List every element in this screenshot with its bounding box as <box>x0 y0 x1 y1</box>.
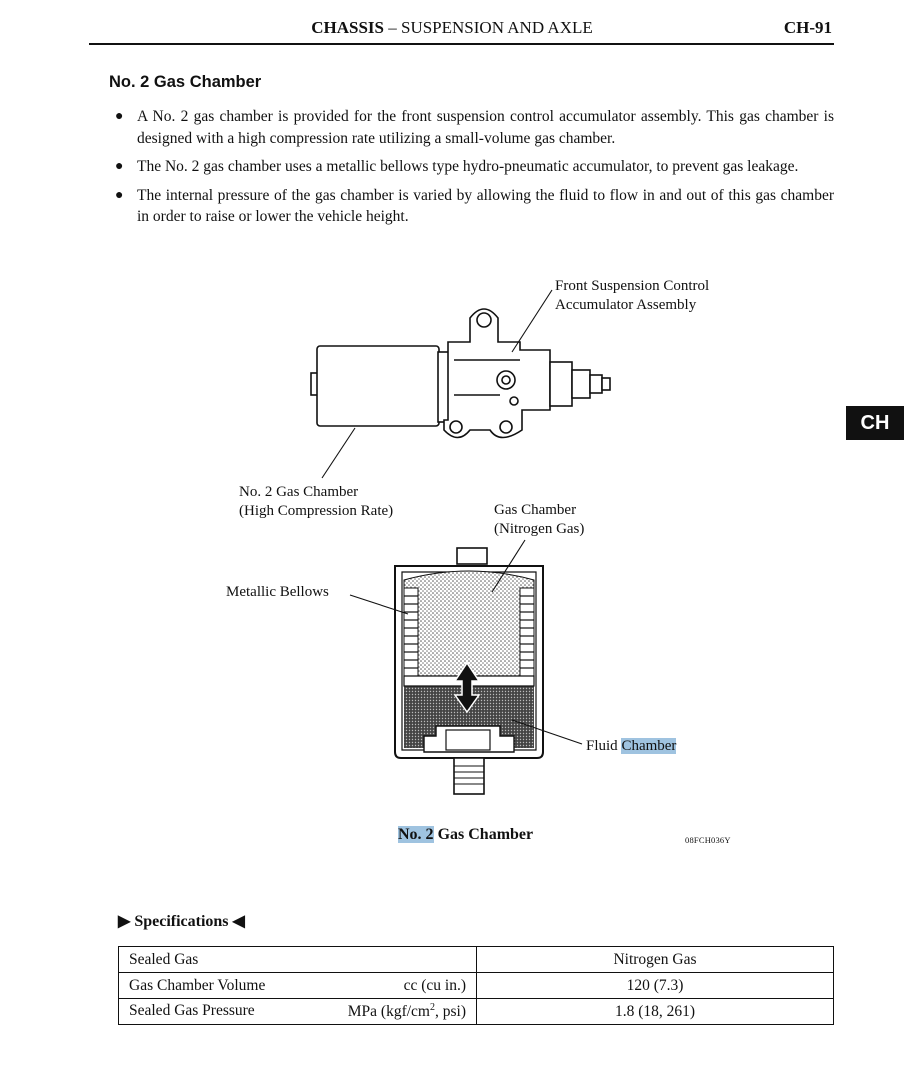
label-gas-chamber-line2: (Nitrogen Gas) <box>494 520 585 537</box>
specifications-title <box>118 911 245 931</box>
triangle-left-icon: ◀ <box>232 913 245 930</box>
bullet-icon: ● <box>115 109 124 124</box>
label-fluid-word: Fluid <box>586 738 618 754</box>
spec-item: Sealed Gas Pressure <box>129 1001 255 1019</box>
header-subsection: – SUSPENSION AND AXLE <box>388 18 593 37</box>
spec-item: Sealed Gas <box>129 950 199 968</box>
label-accumulator <box>555 277 709 314</box>
spec-item: Gas Chamber Volume <box>129 976 266 994</box>
label-no2-chamber-line1: No. 2 Gas Chamber <box>239 484 359 500</box>
accumulator-assembly-drawing <box>311 309 610 438</box>
spec-item-cell <box>119 973 477 999</box>
spec-value-cell: 120 (7.3) <box>477 973 834 999</box>
triangle-right-icon: ▶ <box>118 913 131 930</box>
chamber-section-drawing <box>395 548 543 794</box>
label-no2-chamber-line2: (High Compression Rate) <box>239 502 394 519</box>
label-accumulator-line2: Accumulator Assembly <box>555 296 697 313</box>
spec-unit-a: MPa (kgf/cm <box>347 1003 430 1021</box>
figure-caption <box>398 826 533 844</box>
caption-text: Gas Chamber <box>437 826 534 843</box>
bullet-text: The No. 2 gas chamber uses a metallic bellows type hydro-pneumatic accumulator, to prevent gas leakage. <box>137 158 799 175</box>
label-metallic-bellows: Metallic Bellows <box>226 584 329 600</box>
spec-unit-sup: 2 <box>430 1001 435 1013</box>
bullet-text: The internal pressure of the gas chamber is varied by allowing the fluid to flow in and out of this gas chamber in order to raise or lower the vehicle height. <box>137 186 834 225</box>
page-number: CH-91 <box>783 18 832 37</box>
table-row <box>119 999 834 1025</box>
bullet-icon: ● <box>115 159 124 174</box>
spec-unit <box>348 1002 466 1021</box>
spec-item-cell <box>119 999 477 1025</box>
caption-highlight: No. 2 <box>398 826 434 843</box>
header-section: CHASSIS <box>311 18 384 37</box>
section-title: No. 2 Gas Chamber <box>109 73 262 91</box>
label-chamber-word: Chamber <box>621 738 677 754</box>
label-gas-chamber-line1: Gas Chamber <box>494 502 577 518</box>
label-accumulator-line1: Front Suspension Control <box>555 278 710 294</box>
figure-code: 08FCH036Y <box>685 835 731 845</box>
label-fluid-chamber <box>586 737 676 756</box>
bullet-icon: ● <box>115 187 124 203</box>
spec-unit: cc (cu in.) <box>403 976 466 994</box>
spec-value-cell: Nitrogen Gas <box>477 947 834 973</box>
spec-value-cell: 1.8 (18, 261) <box>477 999 834 1025</box>
chapter-tab: CH <box>846 406 904 440</box>
spec-unit-b: , psi) <box>435 1003 466 1021</box>
specifications-title-text: Specifications <box>134 913 229 930</box>
label-no2-chamber <box>239 483 393 520</box>
bullet-text: A No. 2 gas chamber is provided for the front suspension control accumulator assembly. This gas chamber is designed with a high compression rate utilizing a small-volume gas chamber. <box>137 108 834 147</box>
specifications-table <box>118 946 834 1025</box>
spec-item-cell <box>119 947 477 973</box>
table-row <box>119 973 834 999</box>
label-gas-chamber <box>494 501 584 538</box>
table-row <box>119 947 834 973</box>
